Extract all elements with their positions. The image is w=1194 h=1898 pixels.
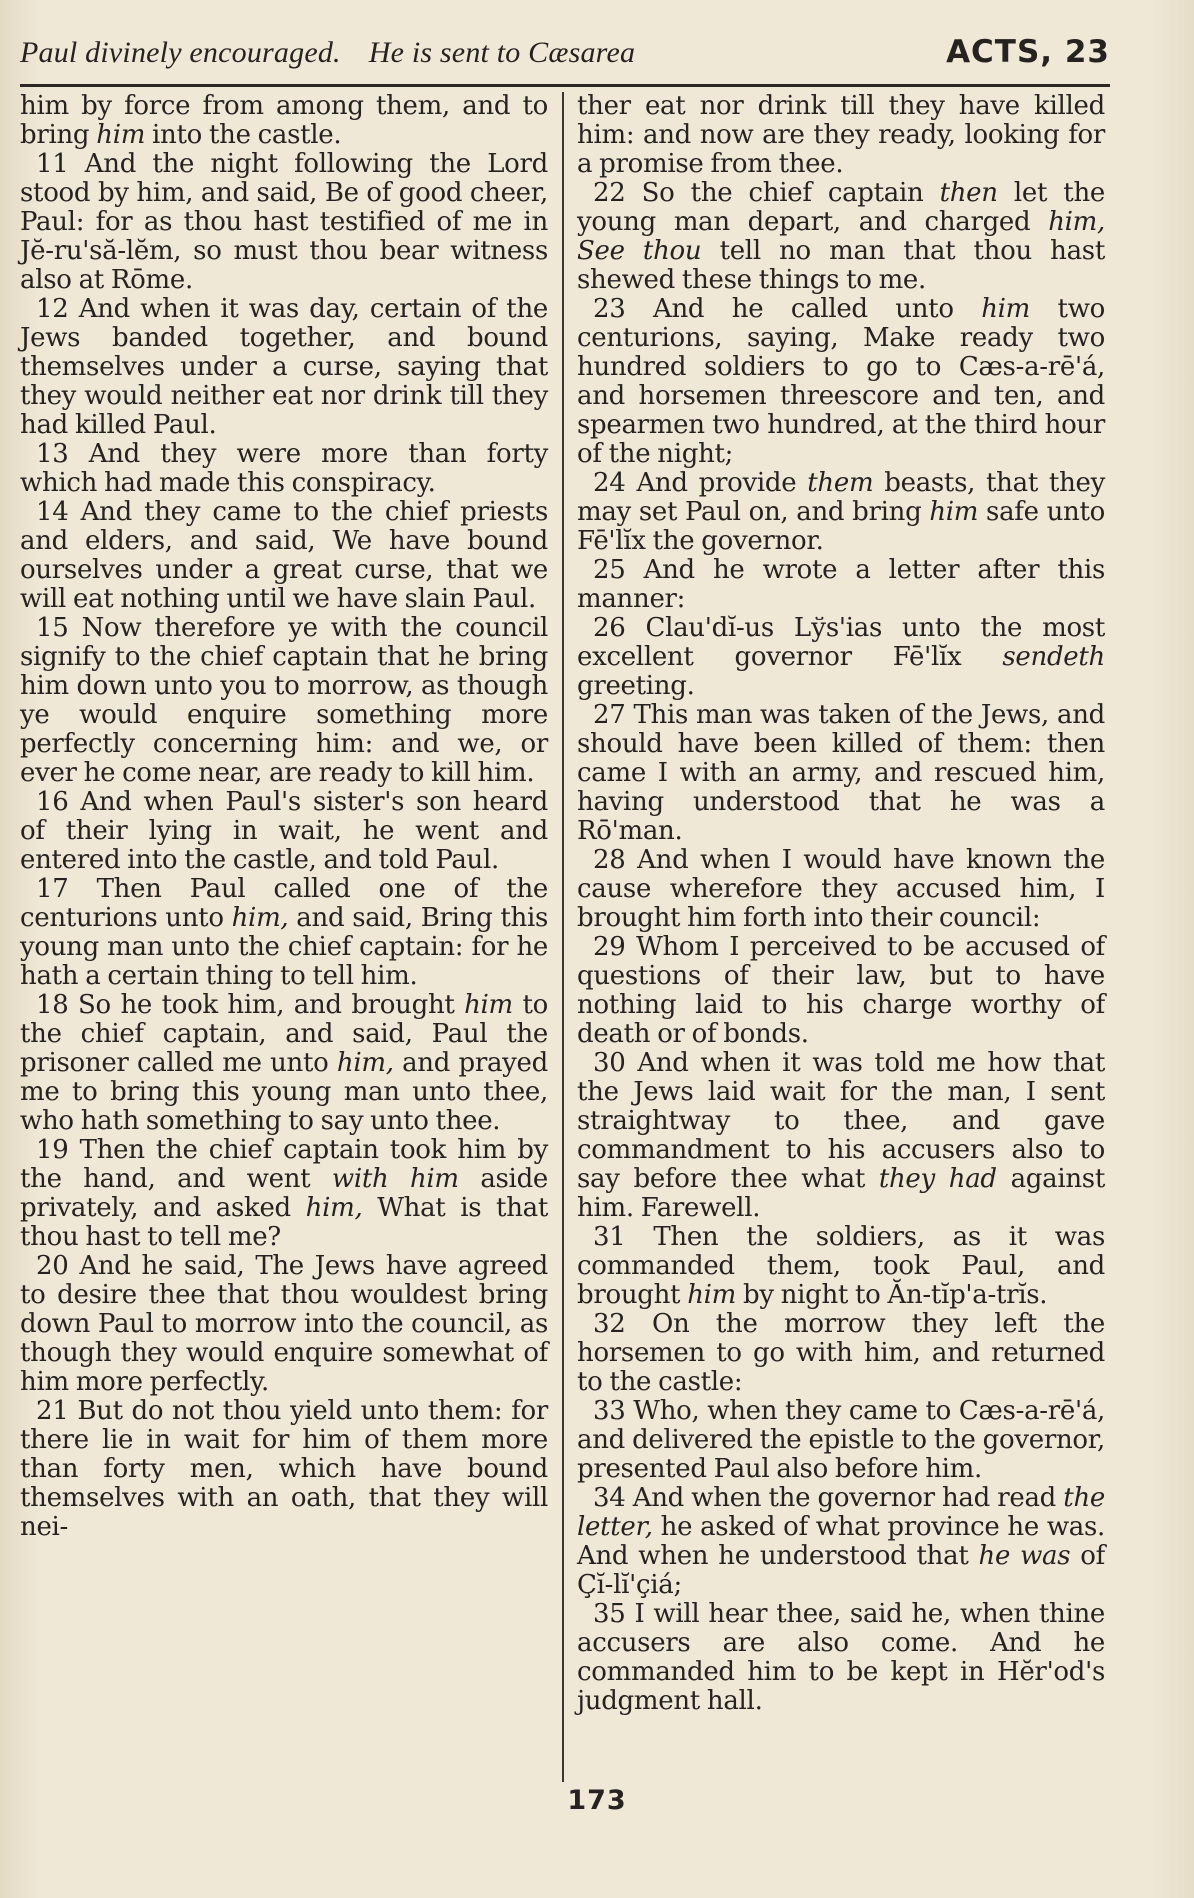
verse-text: But do not thou yield unto them: for there lie in wait for him of them more than forty men, which have bound themselves with an oath, that they will nei- [20, 1396, 549, 1542]
verse [577, 92, 1105, 179]
verse-italic-text: sendeth [1002, 642, 1105, 672]
column-divider [562, 92, 564, 1782]
verse-text: Who, when they came to Cæs-a-rē'á, and delivered the epistle to the governor, presented Paul also before him. [577, 1396, 1105, 1484]
verse-number: 25 [593, 555, 626, 585]
verse-text: And when the governor had read [632, 1483, 1064, 1513]
verse-number: 20 [36, 1251, 69, 1281]
verse-number: 29 [593, 932, 626, 962]
verse-text: Now therefore ye with the council signify to the chief captain that he bring him down unto you to morrow, as though ye would enquire something more perfectly concerning him: and we, or ever he come near, are ready to kill him. [20, 613, 548, 788]
verse-text: of Çĭ-lĭ'çiá; [577, 1541, 1105, 1600]
verse [577, 179, 1105, 295]
verse-number: 14 [36, 497, 69, 527]
verse-number: 23 [593, 294, 626, 324]
verse-number: 12 [36, 294, 69, 324]
verse-text: he asked of what province he was. And when he understood that [577, 1512, 1105, 1571]
verse [577, 469, 1105, 556]
verse [20, 440, 548, 498]
verse-text: safe unto Fē'lĭx the governor. [577, 497, 1105, 556]
verse-italic-text: with him [331, 1164, 459, 1194]
header-topic [20, 36, 635, 70]
verse-number: 21 [36, 1396, 69, 1426]
verse [577, 1600, 1105, 1716]
verse-number: 19 [36, 1135, 69, 1165]
verse-italic-text: them [807, 468, 874, 498]
verse-text: and said, Bring this young man unto the chief captain: for he hath a certain thing to tell him. [20, 903, 548, 991]
verse-number: 16 [36, 787, 69, 817]
verse-text: And provide [636, 468, 808, 498]
verse-italic-text: then [939, 178, 998, 208]
verse [577, 933, 1105, 1049]
verse-text: let the young man depart, and charged [577, 178, 1105, 237]
verse-text: And he called unto [653, 294, 982, 324]
verse [577, 1049, 1105, 1223]
verse-italic-text: the letter, [577, 1483, 1105, 1542]
verse-text: On the morrow they left the horsemen to go with him, and returned to the castle: [577, 1309, 1105, 1397]
verse-text: by night to Ăn-tĭp'a-trĭs. [736, 1280, 1048, 1310]
verse-number: 15 [36, 613, 69, 643]
verse-italic-text: him [96, 120, 146, 150]
verse-number: 28 [593, 845, 626, 875]
verse-number: 27 [593, 700, 626, 730]
verse-text: And they came to the chief priests and elders, and said, We have bound ourselves under a great curse, that we will eat nothing until we have slain Paul. [20, 497, 548, 614]
verse-italic-text: him [929, 497, 979, 527]
verse-text: into the castle. [145, 120, 342, 150]
verse-italic-text: him, [231, 903, 289, 933]
verse-text: ther eat nor drink till they have killed him: and now are they ready, looking for a promise from thee. [577, 91, 1105, 179]
verse-text: Clau'dĭ-us Lўs'ias unto the most excellent governor Fē'lĭx [577, 613, 1105, 672]
verse-text: And he said, The Jews have agreed to desire thee that thou wouldest bring down Paul to morrow into the council, as though they would enquire somewhat of him more perfectly. [20, 1251, 549, 1397]
verse-number: 17 [36, 874, 69, 904]
verse-text: Then the chief captain took him by the hand, and went [20, 1135, 549, 1194]
verse [577, 701, 1105, 846]
page-number: 173 [567, 1785, 627, 1816]
verse [20, 1136, 548, 1252]
verse-text: to the chief captain, and said, Paul the prisoner called me unto [20, 990, 548, 1078]
verse-number: 24 [593, 468, 626, 498]
verse-number: 11 [36, 149, 69, 179]
verse [577, 295, 1105, 469]
right-column [577, 92, 1105, 1716]
verse-text: And when Paul's sister's son heard of their lying in wait, he went and entered into the castle, and told Paul. [20, 787, 548, 875]
verse [577, 1223, 1105, 1310]
verse-text: And they were more than forty which had made this conspiracy. [20, 439, 549, 498]
verse-italic-text: they had [878, 1164, 997, 1194]
verse-text: And the night following the Lord stood by him, and said, Be of good cheer, Paul: for as thou hast testified of me in Jĕ-ru'să-lĕm, so must thou bear witness also at Rōme. [20, 149, 548, 295]
verse [577, 1484, 1105, 1600]
verse [20, 498, 548, 614]
verse-text: What is that thou hast to tell me? [20, 1193, 548, 1252]
verse-number: 33 [593, 1396, 626, 1426]
verse-number: 30 [593, 1048, 626, 1078]
verse [20, 1397, 548, 1542]
verse-text: I will hear thee, said he, when thine accusers are also come. And he commanded him to be kept in Hĕr'od's judgment hall. [577, 1599, 1105, 1716]
verse [20, 295, 548, 440]
verse-italic-text: he was [978, 1541, 1071, 1571]
header-book-chapter: ACTS, 23 [946, 34, 1110, 70]
verse [577, 556, 1105, 614]
verse-number: 31 [593, 1222, 626, 1252]
verse-text: against him. Farewell. [577, 1164, 1105, 1223]
verse-number: 18 [36, 990, 69, 1020]
verse [577, 1310, 1105, 1397]
verse-number: 32 [593, 1309, 626, 1339]
verse-text: and prayed me to bring this young man unto thee, who hath something to say unto thee. [20, 1048, 548, 1136]
left-column [20, 92, 548, 1542]
header-topic-a: Paul divinely encouraged. [20, 36, 341, 69]
verse-text: two centurions, saying, Make ready two hundred soldiers to go to Cæs-a-rē'á, and horsemen threescore and ten, and spearmen two hundred, at the third hour of the night; [577, 294, 1106, 469]
verse [20, 92, 548, 150]
verse-text: And when it was told me how that the Jews laid wait for the man, I sent straightway to thee, and gave commandment to his accusers also to say before thee what [577, 1048, 1105, 1194]
verse-italic-text: him [687, 1280, 737, 1310]
verse-text: greeting. [577, 671, 695, 701]
verse-number: 22 [593, 178, 626, 208]
verse-text: beasts, that they may set Paul on, and bring [577, 468, 1105, 527]
verse-text: aside privately, and asked [20, 1164, 549, 1223]
verse-text: And he wrote a letter after this manner: [577, 555, 1105, 614]
verse-number: 26 [593, 613, 626, 643]
verse-text: him by force from among them, and to bring [20, 91, 548, 150]
running-header [20, 30, 1110, 87]
verse-italic-text: him [464, 990, 513, 1020]
verse [577, 846, 1105, 933]
verse [20, 991, 548, 1136]
verse [20, 875, 548, 991]
verse [20, 150, 548, 295]
verse [20, 614, 548, 788]
verse-italic-text: him, See thou [577, 207, 1105, 266]
verse-italic-text: him, [305, 1193, 363, 1223]
verse-text: And when it was day, certain of the Jews banded together, and bound themselves under a curse, saying that they would neither eat nor drink till they had killed Paul. [20, 294, 548, 440]
verse-text: Then the soldiers, as it was commanded them, took Paul, and brought [577, 1222, 1105, 1310]
header-topic-b: He is sent to Cæsarea [368, 36, 636, 69]
verse-text: And when I would have known the cause wherefore they accused him, I brought him forth into their council: [577, 845, 1105, 933]
verse [20, 1252, 548, 1397]
verse [577, 1397, 1105, 1484]
verse-text: This man was taken of the Jews, and should have been killed of them: then came I with an army, and rescued him, having understood that he was a Rō'man. [577, 700, 1105, 846]
verse-italic-text: him, [336, 1048, 394, 1078]
verse-text: So the chief captain [641, 178, 940, 208]
verse-text: Whom I perceived to be accused of questions of their law, but to have nothing laid to his charge worthy of death or of bonds. [577, 932, 1106, 1049]
verse-text: tell no man that thou hast shewed these things to me. [577, 236, 1105, 295]
verse [20, 788, 548, 875]
verse-italic-text: him [981, 294, 1031, 324]
verse-number: 35 [593, 1599, 626, 1629]
verse-text: So he took him, and brought [78, 990, 465, 1020]
verse-number: 34 [593, 1483, 626, 1513]
verse-number: 13 [36, 439, 69, 469]
verse [577, 614, 1105, 701]
verse-text: Then Paul called one of the centurions unto [20, 874, 548, 933]
